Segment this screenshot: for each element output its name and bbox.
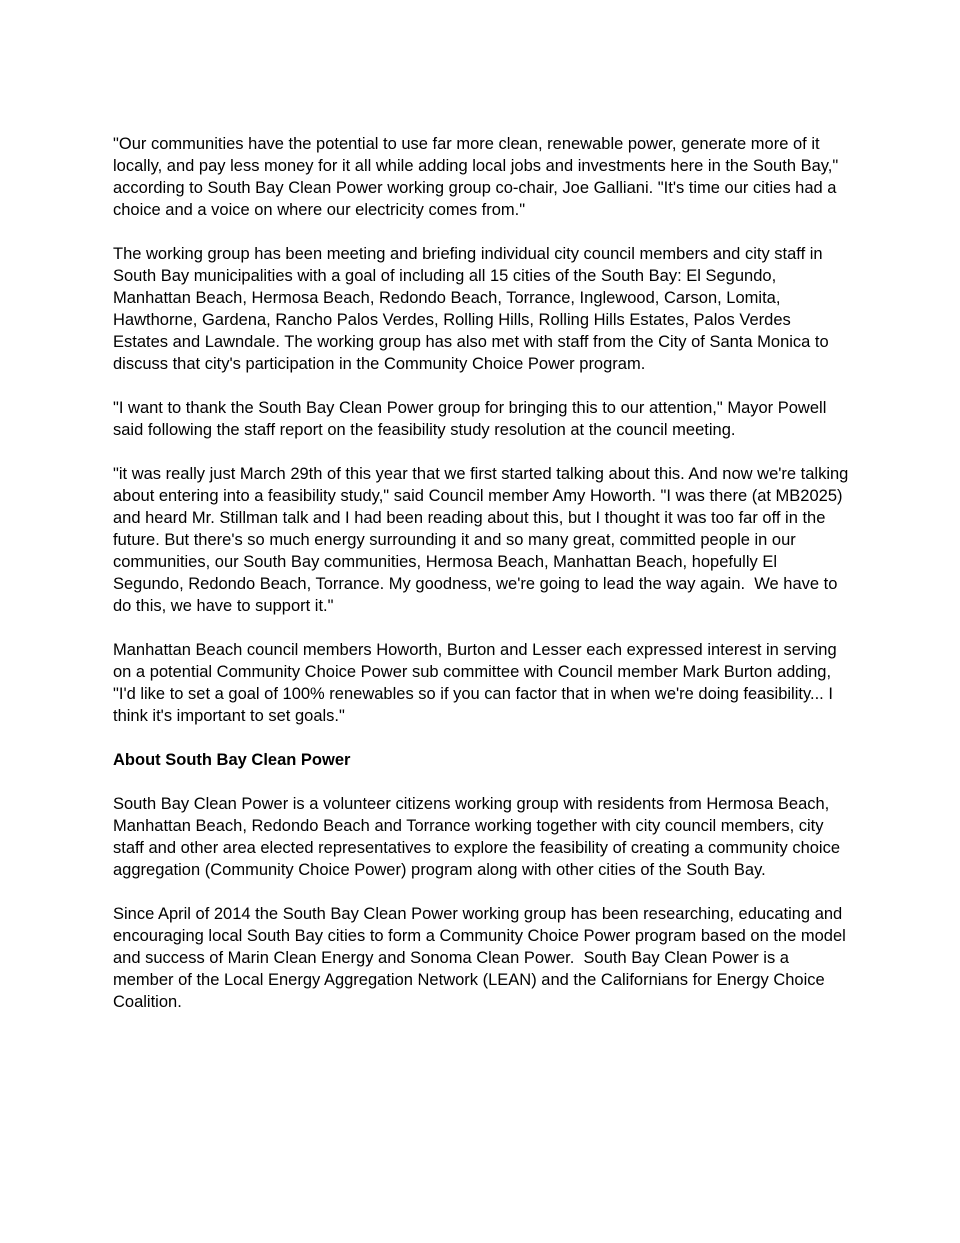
paragraph-quote-amy-howorth: "it was really just March 29th of this year that we first started talking about this. And now we're talking about entering into a feasibility study," said Council member Amy Howorth. "I was there (at MB2025) and heard Mr. Stillman talk and I had been reading about this, but I thought it was too far off in the future. But there's so much energy surrounding it and so many great, committed people in our communities, our South Bay communities, Hermosa Beach, Manhattan Beach, hopefully El Segundo, Redondo Beach, Torrance. My goodness, we're going to lead the way again. We have to do this, we have to support it." (113, 465, 853, 615)
paragraph-about-history: Since April of 2014 the South Bay Clean Power working group has been researching, educating and encouraging local South Bay cities to form a Community Choice Power program based on the model and success of Marin Clean Energy and Sonoma Clean Power. South Bay Clean Power is a member of the Local Energy Aggregation Network (LEAN) and the Californians for Energy Choice Coalition. (113, 905, 851, 1011)
paragraph-working-group-outreach: The working group has been meeting and briefing individual city council members and city staff in South Bay municipalities with a goal of including all 15 cities of the South Bay: El Segundo, Manhattan Beach, Hermosa Beach, Redondo Beach, Torrance, Inglewood, Carson, Lomita, Hawthorne, Gardena, Rancho Palos Verdes, Rolling Hills, Rolling Hills Estates, Palos Verdes Estates and Lawndale. The working group has also met with staff from the City of Santa Monica to discuss that city's participation in the Community Choice Power program. (113, 245, 834, 373)
article-body (113, 133, 853, 1013)
paragraph-about-description: South Bay Clean Power is a volunteer citizens working group with residents from Hermosa Beach, Manhattan Beach, Redondo Beach and Torrance working together with city council members, city staff and other area elected representatives to explore the feasibility of creating a community choice aggregation (Community Choice Power) program along with other cities of the South Bay. (113, 795, 845, 879)
paragraph-quote-galliani: "Our communities have the potential to use far more clean, renewable power, generate more of it locally, and pay less money for it all while adding local jobs and investments here in the South Bay," according to South Bay Clean Power working group co-chair, Joe Galliani. "It's time our cities had a choice and a voice on where our electricity comes from." (113, 135, 843, 219)
paragraph-quote-mayor-powell: "I want to thank the South Bay Clean Power group for bringing this to our attention," Mayor Powell said following the staff report on the feasibility study resolution at the council meeting. (113, 399, 831, 439)
section-heading-about-south-bay-clean-power: About South Bay Clean Power (113, 751, 351, 769)
paragraph-council-sub-committee: Manhattan Beach council members Howorth, Burton and Lesser each expressed interest in serving on a potential Community Choice Power sub committee with Council member Mark Burton adding, "I'd like to set a goal of 100% renewables so if you can factor that in when we're doing feasibility... I think it's important to set goals." (113, 641, 842, 725)
